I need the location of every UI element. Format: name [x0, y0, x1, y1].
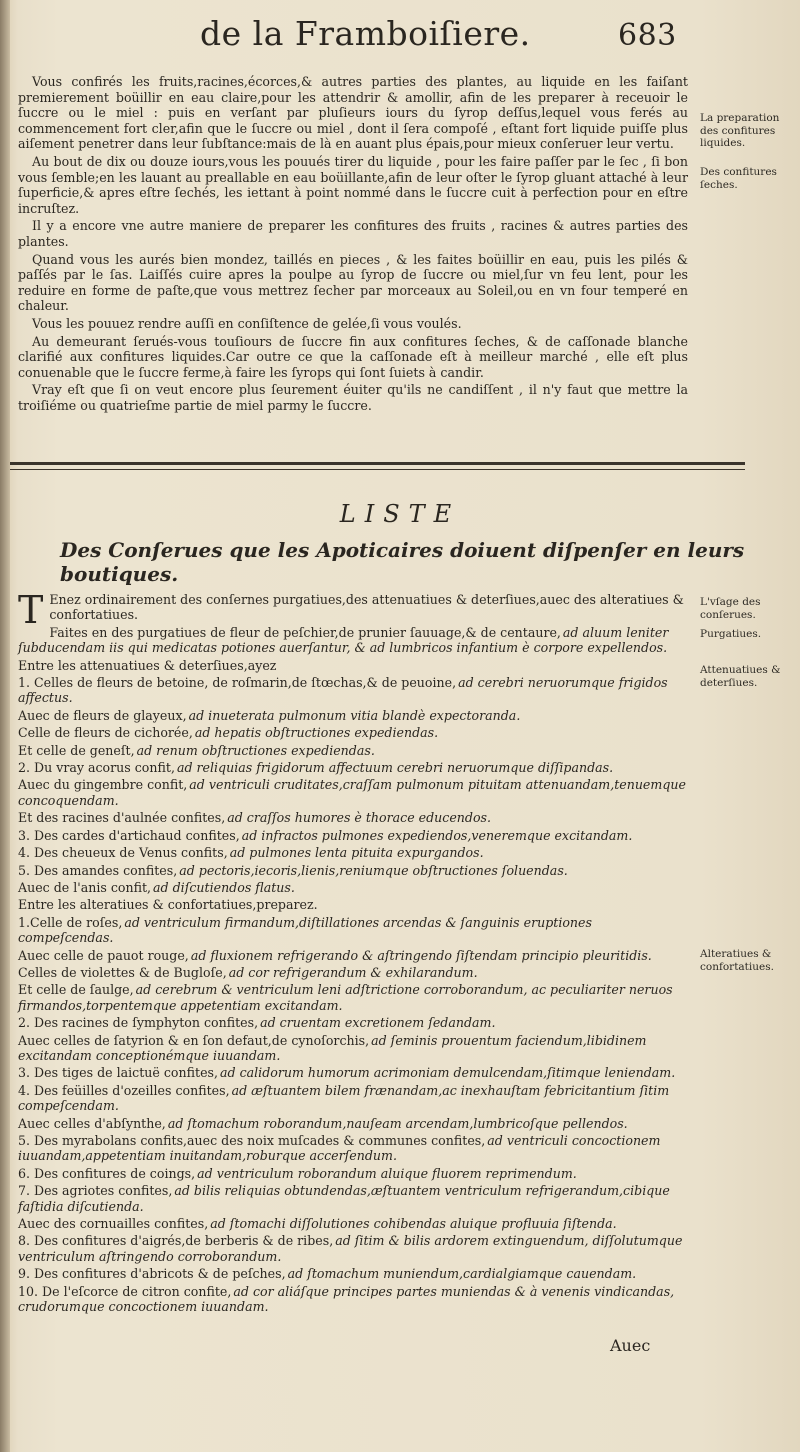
margin-note: Attenuatiues & deterſiues.	[700, 664, 781, 689]
item-latin: ad fluxionem refrigerando & aſtringendo ſiſtendam principio pleuritidis.	[190, 947, 652, 963]
item-french: Et celle de ſaulge,	[18, 982, 134, 998]
list-item	[18, 1065, 688, 1080]
list-item	[18, 708, 688, 723]
item-french: Celles de violettes & de Bugloſe,	[18, 964, 227, 980]
list-item	[18, 1266, 688, 1281]
conserves-list	[18, 588, 688, 1316]
list-item	[18, 1233, 688, 1264]
item-french: Auec du gingembre confit,	[18, 777, 188, 793]
item-french: Auec de fleurs de glayeux,	[18, 707, 187, 723]
running-title: de la Framboiſiere.	[200, 14, 531, 53]
item-french: 10. De l'eſcorce de citron confite,	[18, 1283, 232, 1299]
item-french: Entre les attenuatiues & deterſiues,ayez	[18, 657, 277, 673]
item-latin: ad aluum leniter ſubducendam iis qui medicatas potiones auerſantur, & ad lumbricos infantium è corpore expellendos.	[18, 624, 669, 656]
margin-note: L'vſage des conſerues.	[700, 596, 761, 621]
list-item	[18, 982, 688, 1013]
list-item	[18, 725, 688, 740]
item-latin: ad diſcutiendos flatus.	[153, 879, 295, 895]
item-latin: ad cerebri neruorumque frigidos affectus.	[18, 675, 668, 706]
item-latin: ad hepatis obſtructiones expediendas.	[194, 725, 439, 741]
item-french: 3. Des cardes d'artichaud confites,	[18, 827, 240, 843]
paragraph: Il y a encore vne autre maniere de preparer les confitures des fruits , racines & autres parties des plantes.	[18, 218, 688, 249]
paragraph: Vous confirés les fruits,racines,écorces,& autres parties des plantes, au liquide en les faiſant premierement boüillir en eau claire,pour les attendrir & amollir, afin de les preparer à receuoir le ſuccre ou le miel : puis en verſant par pluſieurs iours du ſyrop deſſus,lequel vous ferés au commencement fort cler,afin que le ſuccre ou miel , dont il ſera compoſé , eſtant fort liquide puiſſe plus aiſement penetrer dans leur ſubſtance:mais de là en auant plus épais,pour mieux conſeruer leur vertu.	[18, 74, 688, 152]
item-french: 8. Des confitures d'aigrés,de berberis & de ribes,	[18, 1233, 334, 1249]
item-latin: ad pulmones lenta pituita expurgandos.	[229, 845, 484, 861]
item-latin: ad cerebrum & ventriculum leni adſtrictione corroborandum, ac peculiariter neruos firmandos,torpentemque appetentiam excitandam.	[18, 982, 673, 1013]
list-item	[18, 810, 688, 825]
item-french: Auec celle de pauot rouge,	[18, 947, 189, 963]
item-latin: ad inueterata pulmonum vitia blandè expectoranda.	[188, 707, 521, 723]
margin-note: Des confitures ſeches.	[700, 166, 777, 191]
list-item	[18, 743, 688, 758]
item-french: 3. Des tiges de laictuë confites,	[18, 1065, 218, 1081]
paragraph: Au demeurant ſerués-vous touſiours de ſuccre fin aux confitures ſeches, & de caſſonade blanche clarifié aux confitures liquides.Car outre ce que la caſſonade eſt à meilleur marché , elle eſt plus conuenable que le ſuccre ferme,à faire les ſyrops qui ſont ſuiets à candir.	[18, 333, 688, 380]
margin-note: Alteratiues & confortatiues.	[700, 948, 774, 973]
item-french: Et des racines d'aulnée confites,	[18, 810, 226, 826]
item-french: Faites en des purgatiues de fleur de peſchier,de prunier ſauuage,& de centaure,	[49, 624, 561, 640]
list-item	[18, 1083, 688, 1114]
list-item	[18, 880, 688, 895]
top-text-block	[18, 74, 688, 415]
list-item	[18, 1133, 688, 1164]
list-item	[18, 897, 688, 912]
item-latin: ad calidorum humorum acrimoniam demulcendam,ſitimque leniendam.	[220, 1065, 676, 1081]
item-french: Et celle de geneſt,	[18, 742, 135, 758]
item-french: 5. Des myrabolans confits,auec des noix muſcades & communes confites,	[18, 1133, 486, 1148]
item-latin: ad cor refrigerandum & exhilarandum.	[228, 964, 478, 980]
item-latin: ad ſeminis prouentum faciendum,libidinem excitandam conceptionémque iuuandam.	[18, 1032, 647, 1063]
list-item	[18, 863, 688, 878]
item-french: 4. Des feüilles d'ozeilles confites,	[18, 1082, 230, 1098]
drop-cap: T	[18, 588, 44, 632]
paragraph: Vray eſt que ſi on veut encore plus ſeurement éuiter qu'ils ne candiſſent , il n'y faut que mettre la troiſiéme ou quatrieſme partie de miel parmy le ſuccre.	[18, 382, 688, 413]
item-latin: ad ventriculi concoctionem iuuandam,appetentiam inuitandam,roburque accerſendum.	[18, 1133, 661, 1164]
item-latin: ad ſtomachi diſſolutiones cohibendas aluique profluuia ſiſtenda.	[210, 1216, 617, 1232]
catchword: Auec	[610, 1336, 651, 1355]
list-item	[18, 675, 688, 706]
list-item	[18, 777, 688, 808]
item-latin: ad cor aliáſque principes partes muniendas & à venenis vindicandas, crudorumque concoctionem iuuandam.	[18, 1283, 675, 1315]
list-item	[18, 1166, 688, 1181]
binding-gutter	[0, 0, 10, 1452]
item-french: Auec celles d'abſynthe,	[18, 1115, 166, 1131]
divider-rule-thin	[10, 469, 745, 470]
item-french: Enez ordinairement des conſernes purgatiues,des attenuatiues & deterſiues,auec des alteratiues & confortatiues.	[49, 592, 684, 623]
item-french: 7. Des agriotes confites,	[18, 1183, 173, 1199]
item-french: Celle de fleurs de cichorée,	[18, 725, 193, 741]
page-number: 683	[618, 18, 677, 53]
paragraph: Vous les pouuez rendre auſſi en conſiſtence de gelée,ſi vous voulés.	[32, 315, 462, 331]
item-latin: ad infractos pulmones expediendos,veneremque excitandam.	[241, 827, 633, 843]
margin-note: La preparation des confitures liquides.	[700, 112, 780, 149]
list-item	[18, 965, 688, 980]
paragraph: Quand vous les aurés bien mondez, taillés en pieces , & les faites boüillir en eau, puis les pilés & paſſés par le ſas. Laiſſés cuire apres la poulpe au ſyrop de ſuccre ou miel,ſur vn feu lent, pour les reduire en forme de paſte,que vous mettrez ſecher par morceaux au Soleil,ou en vn four temperé en chaleur.	[18, 251, 688, 314]
item-french: Auec de l'anis confit,	[18, 879, 152, 895]
paragraph: Au bout de dix ou douze iours,vous les pouués tirer du liquide , pour les faire paſſer par le ſec , ſi bon vous ſemble;en les lauant au preallable en eau boüillante,afin de leur oſter le ſyrop gluant attaché à leur ſuperficie,& apres eſtre ſechés, les iettant à point nommé dans le ſuccre cuit à perfection pour en eſtre incruſtez.	[18, 153, 688, 216]
list-item	[18, 828, 688, 843]
item-french: Auec des cornuailles confites,	[18, 1216, 209, 1232]
section-heading: LISTE	[339, 500, 461, 528]
list-item	[18, 1116, 688, 1131]
section-subtitle: Des Conſerues que les Apoticaires doiuent diſpenſer en leurs boutiques.	[60, 538, 745, 586]
item-latin: ad renum obſtructiones expediendas.	[136, 742, 375, 758]
item-french: 1. Celles de fleurs de betoine, de roſmarin,de ſtœchas,& de peuoine,	[18, 675, 457, 691]
item-french: 9. Des confitures d'abricots & de peſches,	[18, 1266, 286, 1282]
item-french: 2. Des racines de ſymphyton confites,	[18, 1015, 259, 1031]
list-item	[18, 1284, 688, 1315]
item-french: 6. Des confitures de coings,	[18, 1165, 196, 1181]
list-item	[18, 1183, 688, 1214]
item-french: Entre les alteratiues & confortatiues,preparez.	[18, 897, 318, 913]
item-french: Auec celles de ſatyrion & en ſon defaut,de cynoſorchis,	[18, 1032, 370, 1048]
item-french: 1.Celle de roſes,	[18, 914, 123, 930]
list-item	[18, 915, 688, 946]
list-item	[18, 625, 688, 656]
item-latin: ad æſtuantem bilem frænandam,ac inexhauſtam febricitantium ſitim compeſcendam.	[18, 1082, 670, 1114]
list-item	[18, 1015, 688, 1030]
list-item	[18, 1033, 688, 1064]
item-latin: ad ſitim & bilis ardorem extinguendum, diſſolutumque ventriculum aſtringendo corroborandum.	[18, 1233, 683, 1264]
item-latin: ad ventriculi cruditates,craſſam pulmonum pituitam attenuandam,tenuemque concoquendam.	[18, 777, 686, 808]
item-latin: ad bilis reliquias obtundendas,æſtuantem ventriculum refrigerandum,cibique faſtidia diſcutienda.	[18, 1183, 670, 1214]
list-item	[18, 1216, 688, 1231]
item-latin: ad craſſos humores è thorace educendos.	[227, 810, 492, 826]
divider-rule	[10, 462, 745, 465]
list-item	[18, 845, 688, 860]
item-french: 4. Des cheueux de Venus confits,	[18, 845, 228, 861]
item-latin: ad ſtomachum roborandum,nauſeam arcendam,lumbricoſque pellendos.	[167, 1115, 628, 1131]
list-item	[18, 948, 688, 963]
item-latin: ad ventriculum roborandum aluique fluorem reprimendum.	[197, 1165, 577, 1181]
margin-note: Purgatiues.	[700, 628, 762, 640]
list-item	[18, 658, 688, 673]
item-latin: ad pectoris,iecoris,lienis,reniumque obſtructiones ſoluendas.	[179, 862, 568, 878]
item-latin: ad ſtomachum muniendum,cardialgiamque cauendam.	[287, 1266, 637, 1282]
item-latin: ad reliquias frigidorum affectuum cerebri neruorumque diſſipandas.	[176, 760, 614, 776]
item-latin: ad cruentam excretionem ſedandam.	[260, 1015, 496, 1031]
item-french: 5. Des amandes confites,	[18, 862, 178, 878]
item-french: 2. Du vray acorus confit,	[18, 760, 175, 776]
list-item	[18, 760, 688, 775]
item-latin: ad ventriculum firmandum,diſtillationes arcendas & ſanguinis eruptiones compeſcendas.	[18, 914, 592, 946]
